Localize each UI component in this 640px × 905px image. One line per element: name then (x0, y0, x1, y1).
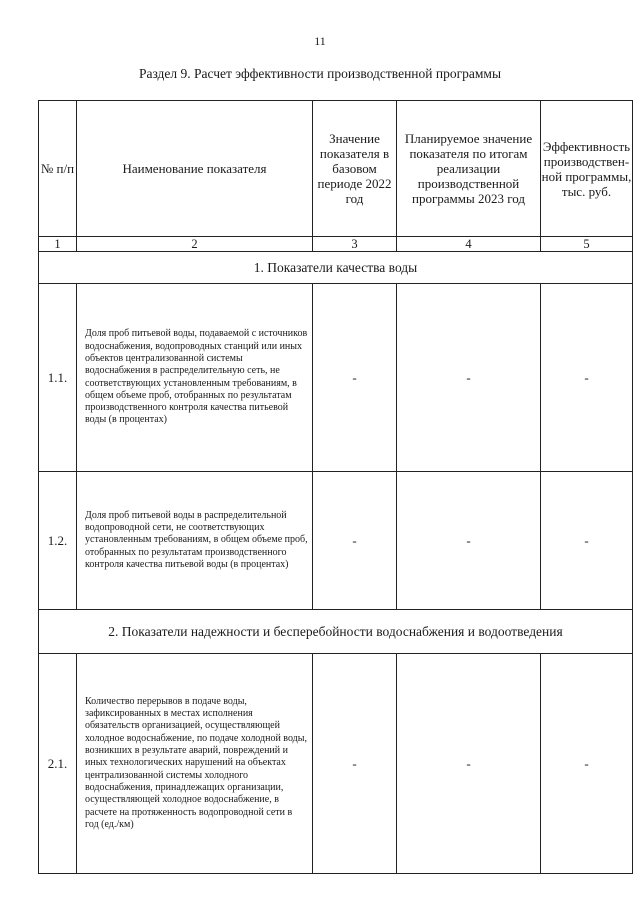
row-indicator-text: Количество перерывов в подаче воды, зафиксированных в местах исполнения обязательств организацией, осуществляющей холодное водоснабжение, по подаче холодной воды, возникших в результате аварий, повреждений и иных технологических нарушений на объектах централизованной системы холодного водоснабжения, принадлежащих организации, осуществляющей холодное водоснабжение, в расчете на протяженность водопроводной сети в год (ед./км) (77, 654, 313, 874)
section-row (39, 610, 633, 654)
row-indicator-text: Доля проб питьевой воды, подаваемой с источников водоснабжения, водопроводных станций или иных объектов централизованной системы водоснабжения в распределительную сеть, не соответствующих установленным требованиям, в общем объеме проб, отобранных по результатам производственного контроля качества питьевой воды (в процентах) (77, 284, 313, 472)
column-index: 3 (313, 237, 397, 252)
table-row (39, 284, 633, 472)
section-title: Раздел 9. Расчет эффективности производственной программы (138, 66, 502, 81)
section-row (39, 252, 633, 284)
column-index: 4 (397, 237, 541, 252)
row-base-value: - (313, 472, 397, 610)
table-row (39, 654, 633, 874)
row-efficiency-value: - (541, 654, 633, 874)
column-index: 2 (77, 237, 313, 252)
header-row (39, 101, 633, 237)
header-base-value: Значение показателя в базовом периоде 2022 год (313, 101, 397, 237)
section-heading: 2. Показатели надежности и бесперебойности водоснабжения и водоотведения (39, 610, 633, 654)
row-base-value: - (313, 284, 397, 472)
efficiency-table (38, 100, 633, 874)
row-planned-value: - (397, 284, 541, 472)
row-base-value: - (313, 654, 397, 874)
section-heading: 1. Показатели качества воды (39, 252, 633, 284)
row-efficiency-value: - (541, 472, 633, 610)
header-planned-value: Планируемое значение показателя по итогам реализации производственной программы 2023 год (397, 101, 541, 237)
row-number: 1.2. (39, 472, 77, 610)
header-number: № п/п (39, 101, 77, 237)
header-indicator-name: Наименование показателя (77, 101, 313, 237)
page-number: 11 (314, 34, 326, 48)
table-row (39, 472, 633, 610)
row-number: 2.1. (39, 654, 77, 874)
row-planned-value: - (397, 472, 541, 610)
row-planned-value: - (397, 654, 541, 874)
row-efficiency-value: - (541, 284, 633, 472)
column-index: 5 (541, 237, 633, 252)
column-index-row (39, 237, 633, 252)
column-index: 1 (39, 237, 77, 252)
row-number: 1.1. (39, 284, 77, 472)
header-efficiency: Эффективность производствен-ной программы, тыс. руб. (541, 101, 633, 237)
row-indicator-text: Доля проб питьевой воды в распределительной водопроводной сети, не соответствующих установленным требованиям, в общем объеме проб, отобранных по результатам производственного контроля качества питьевой воды (в процентах) (77, 472, 313, 610)
